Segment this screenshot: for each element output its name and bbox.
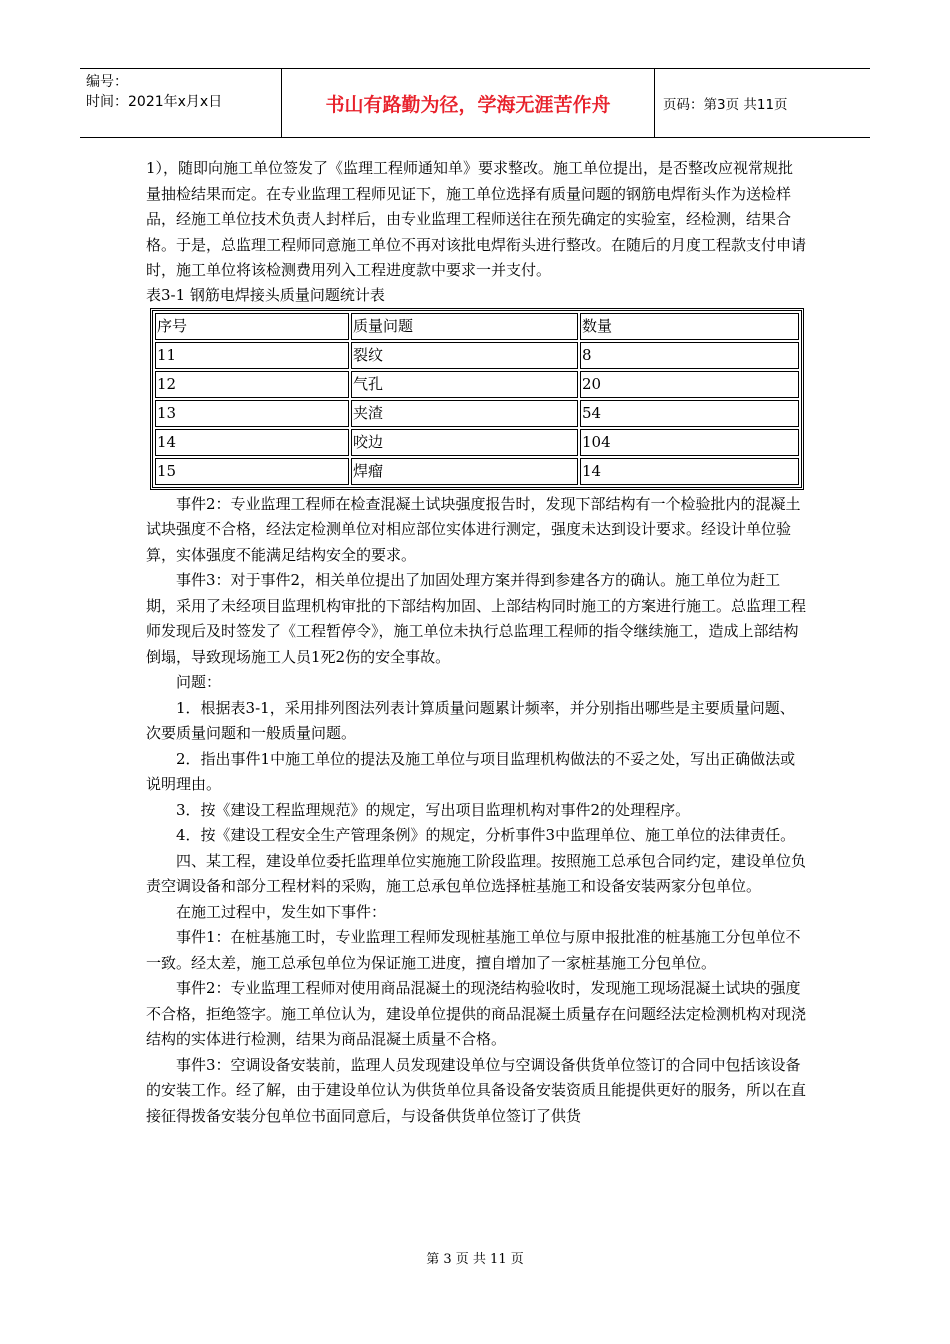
table-header-row <box>155 313 799 340</box>
table-row <box>155 400 799 427</box>
body-paragraph: 在施工过程中，发生如下事件： <box>176 902 387 921</box>
questions-heading: 问题： <box>176 673 222 691</box>
document-body <box>146 156 806 1129</box>
question-item: 3．按《建设工程监理规范》的规定，写出项目监理机构对事件2的处理程序。 <box>176 800 691 819</box>
table-cell: 14 <box>580 458 799 485</box>
table-cell: 8 <box>580 342 799 369</box>
table-caption: 表3-1 钢筋电焊接头质量问题统计表 <box>146 285 385 304</box>
table-cell: 夹渣 <box>351 400 578 427</box>
table-cell: 20 <box>580 371 799 398</box>
table-cell: 12 <box>155 371 349 398</box>
table-cell: 11 <box>155 342 349 369</box>
question-item: 1．根据表3-1，采用排列图法列表计算质量问题累计频率，并分别指出哪些是主要质量问题、次要质量问题和一般质量问题。 <box>146 698 795 742</box>
header-info <box>80 69 282 137</box>
table-header-cell: 数量 <box>580 313 799 340</box>
table-cell: 咬边 <box>351 429 578 456</box>
question-item: 2．指出事件1中施工单位的提法及施工单位与项目监理机构做法的不妥之处，写出正确做法或说明理由。 <box>146 749 796 793</box>
table-cell: 气孔 <box>351 371 578 398</box>
table-cell: 15 <box>155 458 349 485</box>
quality-issue-table <box>150 308 804 490</box>
table-cell: 14 <box>155 429 349 456</box>
table-cell: 13 <box>155 400 349 427</box>
body-paragraph: 事件2：专业监理工程师在检查混凝土试块强度报告时，发现下部结构有一个检验批内的混凝土试块强度不合格，经法定检测单位对相应部位实体进行测定，强度未达到设计要求。经设计单位验算，实体强度不能满足结构安全的要求。 <box>146 494 801 564</box>
body-paragraph: 事件3：空调设备安装前，监理人员发现建设单位与空调设备供货单位签订的合同中包括该设备的安装工作。经了解，由于建设单位认为供货单位具备设备安装资质且能提供更好的服务，所以在直接征得拨备安装分包单位书面同意后，与设备供货单位签订了供货 <box>146 1055 807 1125</box>
table-header-cell: 质量问题 <box>351 313 578 340</box>
table-header-cell: 序号 <box>155 313 349 340</box>
body-paragraph: 1），随即向施工单位签发了《监理工程师通知单》要求整改。施工单位提出，是否整改应视常规批量抽检结果而定。在专业监理工程师见证下，施工单位选择有质量问题的钢筋电焊衔头作为送检样品，经施工单位技术负责人封样后，由专业监理工程师送往在预先确定的实验室，经检测，结果合格。于是，总监理工程师同意施工单位不再对该批电焊衔头进行整改。在随后的月度工程款支付申请时，施工单位将该检测费用列入工程进度款中要求一并支付。 <box>146 159 807 279</box>
document-time-label: 时间：2021年x月x日 <box>86 94 223 110</box>
table-cell: 54 <box>580 400 799 427</box>
header-motto: 书山有路勤为径，学海无涯苦作舟 <box>282 69 655 137</box>
table-cell: 焊瘤 <box>351 458 578 485</box>
body-paragraph: 四、某工程，建设单位委托监理单位实施施工阶段监理。按照施工总承包合同约定，建设单位负责空调设备和部分工程材料的采购，施工总承包单位选择桩基施工和设备安装两家分包单位。 <box>146 851 807 895</box>
page-header <box>80 68 870 138</box>
header-page-label: 页码：第3页 共11页 <box>663 97 788 113</box>
table-row <box>155 371 799 398</box>
table-row <box>155 429 799 456</box>
question-item: 4．按《建设工程安全生产管理条例》的规定，分析事件3中监理单位、施工单位的法律责任。 <box>176 826 796 844</box>
table-cell: 裂纹 <box>351 342 578 369</box>
body-paragraph: 事件2：专业监理工程师对使用商品混凝土的现浇结构验收时，发现施工现场混凝土试块的强度不合格，拒绝签字。施工单位认为，建设单位提供的商品混凝土质量存在问题经法定检测机构对现浇结构的实体进行检测，结果为商品混凝土质量不合格。 <box>146 979 807 1048</box>
body-paragraph: 事件3：对于事件2，相关单位提出了加固处理方案并得到参建各方的确认。施工单位为赶工期，采用了未经项目监理机构审批的下部结构加固、上部结构同时施工的方案进行施工。总监理工程师发现后及时签发了《工程暂停令》，施工单位未执行总监理工程师的指令继续施工，造成上部结构倒塌，导致现场施工人员1死2伤的安全事故。 <box>146 571 807 666</box>
body-paragraph: 事件1：在桩基施工时，专业监理工程师发现桩基施工单位与原申报批准的桩基施工分包单位不一致。经太差，施工总承包单位为保证施工进度，擅自增加了一家桩基施工分包单位。 <box>146 928 801 972</box>
table-row <box>155 342 799 369</box>
table-row <box>155 458 799 485</box>
document-number-label: 编号： <box>86 74 128 90</box>
table-cell: 104 <box>580 429 799 456</box>
page-footer: 第 3 页 共 11 页 <box>426 1252 524 1267</box>
